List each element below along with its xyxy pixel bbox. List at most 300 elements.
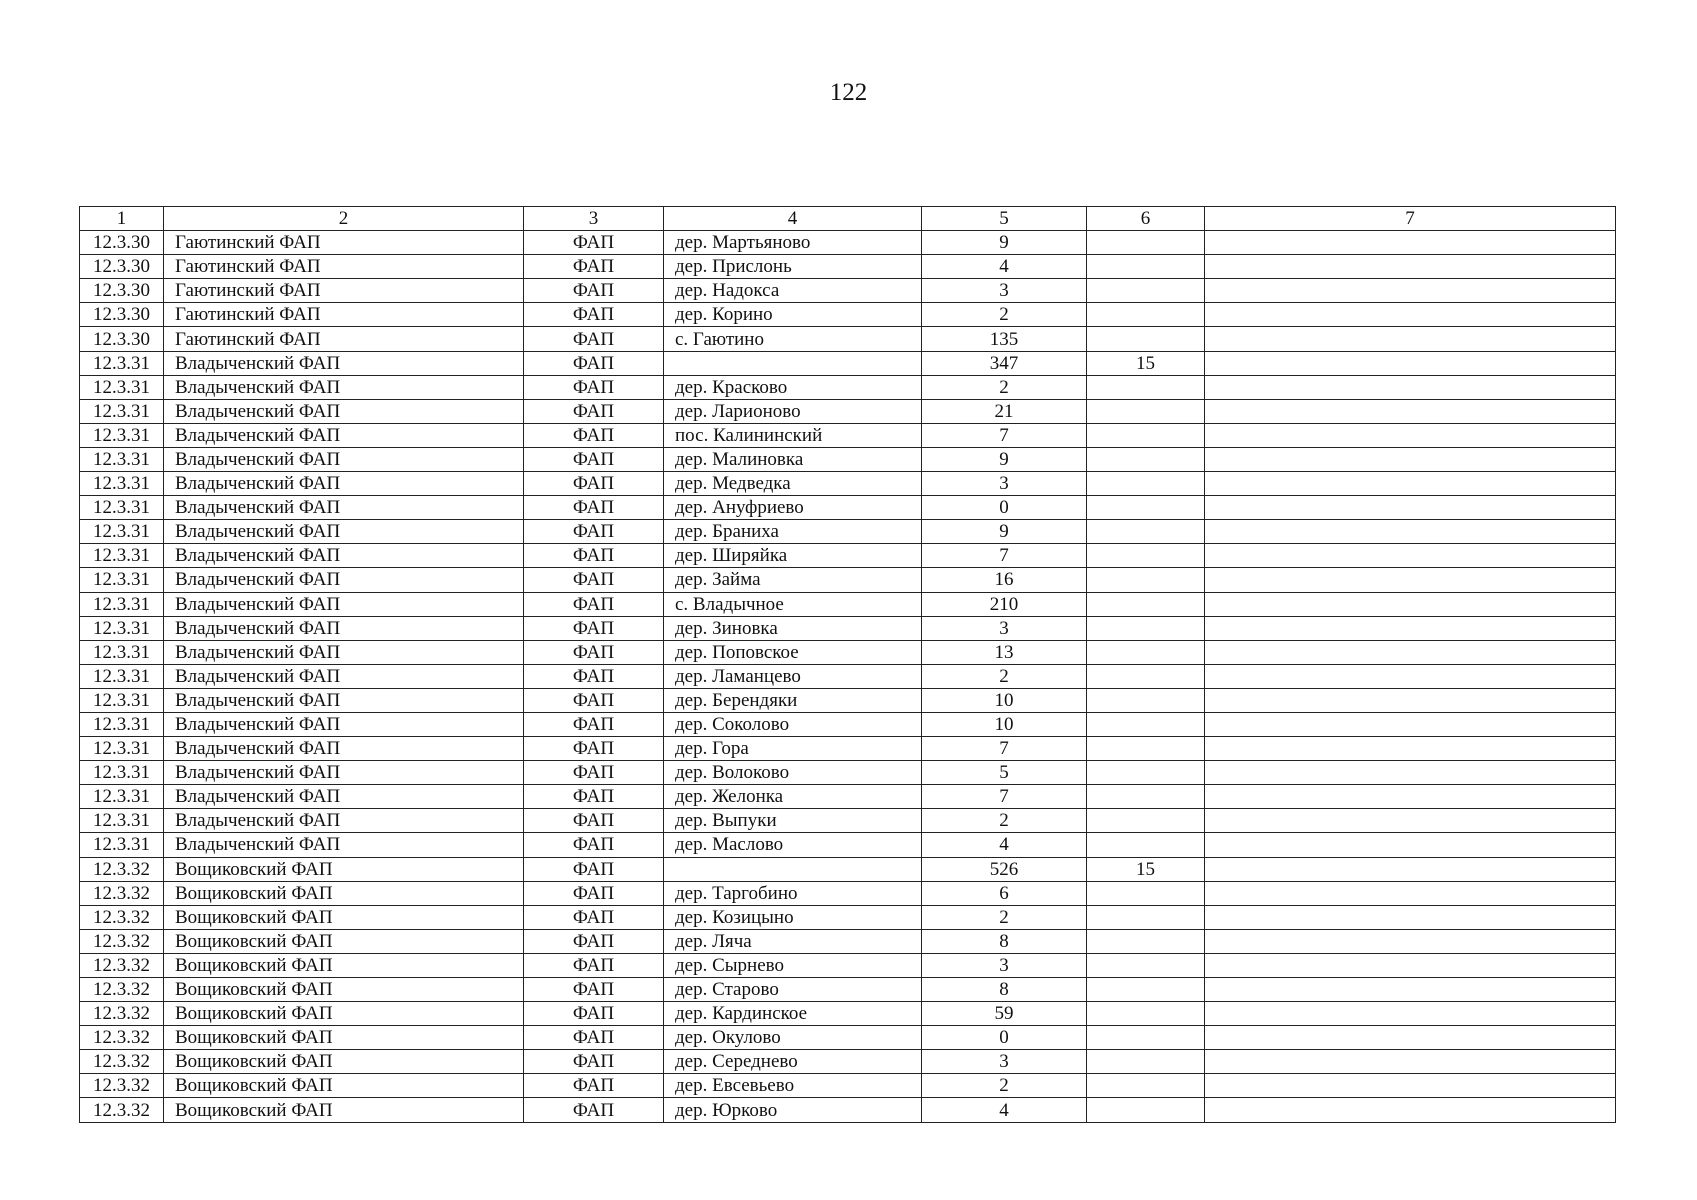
row-code-cell: 12.3.32 bbox=[80, 1002, 164, 1026]
facility-type-cell: ФАП bbox=[524, 1050, 664, 1074]
settlement-cell: пос. Калининский bbox=[664, 423, 922, 447]
row-code-cell: 12.3.31 bbox=[80, 351, 164, 375]
count-cell: 135 bbox=[922, 327, 1087, 351]
column-header: 6 bbox=[1087, 207, 1205, 231]
table-row bbox=[80, 496, 1616, 520]
facility-name-cell: Вощиковский ФАП bbox=[164, 881, 524, 905]
facility-name-cell: Владыченский ФАП bbox=[164, 472, 524, 496]
row-code-cell: 12.3.30 bbox=[80, 231, 164, 255]
table-row bbox=[80, 1074, 1616, 1098]
facility-type-cell: ФАП bbox=[524, 447, 664, 471]
facility-type-cell: ФАП bbox=[524, 399, 664, 423]
note-cell bbox=[1205, 592, 1616, 616]
extra-count-cell bbox=[1087, 1002, 1205, 1026]
table-row bbox=[80, 399, 1616, 423]
facility-type-cell: ФАП bbox=[524, 1074, 664, 1098]
note-cell bbox=[1205, 255, 1616, 279]
table-row bbox=[80, 592, 1616, 616]
settlement-cell: дер. Ляча bbox=[664, 929, 922, 953]
count-cell: 7 bbox=[922, 737, 1087, 761]
table-row bbox=[80, 785, 1616, 809]
table-row bbox=[80, 978, 1616, 1002]
count-cell: 0 bbox=[922, 496, 1087, 520]
column-header: 4 bbox=[664, 207, 922, 231]
note-cell bbox=[1205, 520, 1616, 544]
row-code-cell: 12.3.30 bbox=[80, 327, 164, 351]
row-code-cell: 12.3.31 bbox=[80, 447, 164, 471]
facility-type-cell: ФАП bbox=[524, 640, 664, 664]
note-cell bbox=[1205, 833, 1616, 857]
count-cell: 7 bbox=[922, 423, 1087, 447]
table-row bbox=[80, 303, 1616, 327]
extra-count-cell bbox=[1087, 544, 1205, 568]
facility-name-cell: Владыченский ФАП bbox=[164, 640, 524, 664]
extra-count-cell bbox=[1087, 568, 1205, 592]
facility-type-cell: ФАП bbox=[524, 568, 664, 592]
note-cell bbox=[1205, 279, 1616, 303]
settlement-cell: дер. Евсевьево bbox=[664, 1074, 922, 1098]
facility-type-cell: ФАП bbox=[524, 688, 664, 712]
extra-count-cell bbox=[1087, 592, 1205, 616]
table-row bbox=[80, 761, 1616, 785]
row-code-cell: 12.3.32 bbox=[80, 929, 164, 953]
table-row bbox=[80, 809, 1616, 833]
facility-name-cell: Вощиковский ФАП bbox=[164, 905, 524, 929]
table-row bbox=[80, 1026, 1616, 1050]
facility-name-cell: Вощиковский ФАП bbox=[164, 1002, 524, 1026]
count-cell: 7 bbox=[922, 544, 1087, 568]
extra-count-cell bbox=[1087, 809, 1205, 833]
table-row bbox=[80, 857, 1616, 881]
facility-name-cell: Владыченский ФАП bbox=[164, 423, 524, 447]
extra-count-cell bbox=[1087, 255, 1205, 279]
facility-name-cell: Владыченский ФАП bbox=[164, 737, 524, 761]
row-code-cell: 12.3.31 bbox=[80, 592, 164, 616]
extra-count-cell bbox=[1087, 1050, 1205, 1074]
settlement-cell: дер. Ларионово bbox=[664, 399, 922, 423]
column-header: 5 bbox=[922, 207, 1087, 231]
row-code-cell: 12.3.31 bbox=[80, 496, 164, 520]
facility-name-cell: Гаютинский ФАП bbox=[164, 279, 524, 303]
facility-type-cell: ФАП bbox=[524, 351, 664, 375]
settlement-cell: дер. Ануфриево bbox=[664, 496, 922, 520]
facility-name-cell: Владыченский ФАП bbox=[164, 447, 524, 471]
extra-count-cell: 15 bbox=[1087, 857, 1205, 881]
row-code-cell: 12.3.31 bbox=[80, 399, 164, 423]
facility-name-cell: Владыченский ФАП bbox=[164, 592, 524, 616]
facility-type-cell: ФАП bbox=[524, 592, 664, 616]
extra-count-cell bbox=[1087, 231, 1205, 255]
count-cell: 210 bbox=[922, 592, 1087, 616]
note-cell bbox=[1205, 1026, 1616, 1050]
note-cell bbox=[1205, 472, 1616, 496]
note-cell bbox=[1205, 664, 1616, 688]
count-cell: 3 bbox=[922, 279, 1087, 303]
note-cell bbox=[1205, 857, 1616, 881]
facility-type-cell: ФАП bbox=[524, 375, 664, 399]
facility-name-cell: Владыченский ФАП bbox=[164, 351, 524, 375]
row-code-cell: 12.3.31 bbox=[80, 785, 164, 809]
note-cell bbox=[1205, 399, 1616, 423]
settlement-cell: дер. Соколово bbox=[664, 712, 922, 736]
settlement-cell: дер. Середнево bbox=[664, 1050, 922, 1074]
table-row bbox=[80, 231, 1616, 255]
note-cell bbox=[1205, 496, 1616, 520]
settlement-cell: дер. Браниха bbox=[664, 520, 922, 544]
facility-name-cell: Владыченский ФАП bbox=[164, 375, 524, 399]
facility-name-cell: Владыченский ФАП bbox=[164, 496, 524, 520]
note-cell bbox=[1205, 1002, 1616, 1026]
extra-count-cell bbox=[1087, 881, 1205, 905]
facility-type-cell: ФАП bbox=[524, 712, 664, 736]
table-row bbox=[80, 279, 1616, 303]
facility-type-cell: ФАП bbox=[524, 279, 664, 303]
extra-count-cell bbox=[1087, 664, 1205, 688]
note-cell bbox=[1205, 568, 1616, 592]
facility-type-cell: ФАП bbox=[524, 664, 664, 688]
table-row bbox=[80, 447, 1616, 471]
count-cell: 3 bbox=[922, 1050, 1087, 1074]
settlement-cell: дер. Красково bbox=[664, 375, 922, 399]
facility-type-cell: ФАП bbox=[524, 496, 664, 520]
note-cell bbox=[1205, 303, 1616, 327]
facility-type-cell: ФАП bbox=[524, 833, 664, 857]
extra-count-cell bbox=[1087, 978, 1205, 1002]
facility-type-cell: ФАП bbox=[524, 737, 664, 761]
note-cell bbox=[1205, 231, 1616, 255]
settlement-cell: дер. Корино bbox=[664, 303, 922, 327]
facility-type-cell: ФАП bbox=[524, 929, 664, 953]
note-cell bbox=[1205, 688, 1616, 712]
facility-name-cell: Вощиковский ФАП bbox=[164, 1098, 524, 1122]
settlement-cell: дер. Прислонь bbox=[664, 255, 922, 279]
extra-count-cell bbox=[1087, 279, 1205, 303]
table-row bbox=[80, 737, 1616, 761]
row-code-cell: 12.3.32 bbox=[80, 881, 164, 905]
note-cell bbox=[1205, 1050, 1616, 1074]
note-cell bbox=[1205, 953, 1616, 977]
facility-type-cell: ФАП bbox=[524, 255, 664, 279]
facility-name-cell: Владыченский ФАП bbox=[164, 761, 524, 785]
data-table bbox=[79, 206, 1616, 1123]
count-cell: 10 bbox=[922, 712, 1087, 736]
note-cell bbox=[1205, 423, 1616, 447]
extra-count-cell bbox=[1087, 833, 1205, 857]
facility-name-cell: Владыченский ФАП bbox=[164, 399, 524, 423]
settlement-cell: с. Гаютино bbox=[664, 327, 922, 351]
note-cell bbox=[1205, 978, 1616, 1002]
facility-type-cell: ФАП bbox=[524, 809, 664, 833]
note-cell bbox=[1205, 809, 1616, 833]
note-cell bbox=[1205, 905, 1616, 929]
facility-name-cell: Вощиковский ФАП bbox=[164, 929, 524, 953]
facility-type-cell: ФАП bbox=[524, 857, 664, 881]
settlement-cell: дер. Козицыно bbox=[664, 905, 922, 929]
table-row bbox=[80, 688, 1616, 712]
row-code-cell: 12.3.31 bbox=[80, 423, 164, 447]
header-row bbox=[80, 207, 1616, 231]
count-cell: 59 bbox=[922, 1002, 1087, 1026]
count-cell: 13 bbox=[922, 640, 1087, 664]
row-code-cell: 12.3.32 bbox=[80, 1026, 164, 1050]
column-header: 7 bbox=[1205, 207, 1616, 231]
extra-count-cell: 15 bbox=[1087, 351, 1205, 375]
extra-count-cell bbox=[1087, 423, 1205, 447]
facility-type-cell: ФАП bbox=[524, 544, 664, 568]
note-cell bbox=[1205, 375, 1616, 399]
table-row bbox=[80, 664, 1616, 688]
facility-name-cell: Владыченский ФАП bbox=[164, 833, 524, 857]
table-row bbox=[80, 423, 1616, 447]
note-cell bbox=[1205, 640, 1616, 664]
facility-name-cell: Владыченский ФАП bbox=[164, 616, 524, 640]
count-cell: 4 bbox=[922, 833, 1087, 857]
facility-type-cell: ФАП bbox=[524, 978, 664, 1002]
row-code-cell: 12.3.31 bbox=[80, 761, 164, 785]
note-cell bbox=[1205, 544, 1616, 568]
count-cell: 0 bbox=[922, 1026, 1087, 1050]
facility-name-cell: Владыченский ФАП bbox=[164, 688, 524, 712]
count-cell: 4 bbox=[922, 255, 1087, 279]
note-cell bbox=[1205, 929, 1616, 953]
facility-type-cell: ФАП bbox=[524, 616, 664, 640]
table-row bbox=[80, 472, 1616, 496]
extra-count-cell bbox=[1087, 737, 1205, 761]
extra-count-cell bbox=[1087, 616, 1205, 640]
count-cell: 3 bbox=[922, 616, 1087, 640]
table-row bbox=[80, 953, 1616, 977]
facility-type-cell: ФАП bbox=[524, 327, 664, 351]
row-code-cell: 12.3.32 bbox=[80, 857, 164, 881]
settlement-cell: дер. Сырнево bbox=[664, 953, 922, 977]
table-row bbox=[80, 568, 1616, 592]
facility-type-cell: ФАП bbox=[524, 231, 664, 255]
row-code-cell: 12.3.31 bbox=[80, 640, 164, 664]
note-cell bbox=[1205, 447, 1616, 471]
count-cell: 2 bbox=[922, 303, 1087, 327]
row-code-cell: 12.3.32 bbox=[80, 953, 164, 977]
column-header: 2 bbox=[164, 207, 524, 231]
count-cell: 2 bbox=[922, 1074, 1087, 1098]
facility-type-cell: ФАП bbox=[524, 1002, 664, 1026]
table-row bbox=[80, 640, 1616, 664]
row-code-cell: 12.3.31 bbox=[80, 809, 164, 833]
table-row bbox=[80, 375, 1616, 399]
table-body bbox=[80, 231, 1616, 1122]
extra-count-cell bbox=[1087, 399, 1205, 423]
facility-name-cell: Вощиковский ФАП bbox=[164, 1074, 524, 1098]
note-cell bbox=[1205, 881, 1616, 905]
row-code-cell: 12.3.32 bbox=[80, 978, 164, 1002]
settlement-cell: дер. Надокса bbox=[664, 279, 922, 303]
count-cell: 5 bbox=[922, 761, 1087, 785]
count-cell: 2 bbox=[922, 809, 1087, 833]
settlement-cell: дер. Малиновка bbox=[664, 447, 922, 471]
row-code-cell: 12.3.32 bbox=[80, 905, 164, 929]
extra-count-cell bbox=[1087, 929, 1205, 953]
count-cell: 21 bbox=[922, 399, 1087, 423]
note-cell bbox=[1205, 327, 1616, 351]
facility-name-cell: Владыченский ФАП bbox=[164, 785, 524, 809]
facility-name-cell: Владыченский ФАП bbox=[164, 664, 524, 688]
count-cell: 8 bbox=[922, 978, 1087, 1002]
facility-name-cell: Владыченский ФАП bbox=[164, 809, 524, 833]
row-code-cell: 12.3.31 bbox=[80, 688, 164, 712]
column-header: 3 bbox=[524, 207, 664, 231]
facility-type-cell: ФАП bbox=[524, 953, 664, 977]
table-row bbox=[80, 351, 1616, 375]
settlement-cell: дер. Займа bbox=[664, 568, 922, 592]
settlement-cell: дер. Окулово bbox=[664, 1026, 922, 1050]
row-code-cell: 12.3.31 bbox=[80, 712, 164, 736]
table-row bbox=[80, 712, 1616, 736]
facility-name-cell: Владыченский ФАП bbox=[164, 568, 524, 592]
facility-name-cell: Гаютинский ФАП bbox=[164, 327, 524, 351]
table-row bbox=[80, 255, 1616, 279]
extra-count-cell bbox=[1087, 640, 1205, 664]
count-cell: 347 bbox=[922, 351, 1087, 375]
settlement-cell: дер. Юрково bbox=[664, 1098, 922, 1122]
settlement-cell: дер. Поповское bbox=[664, 640, 922, 664]
extra-count-cell bbox=[1087, 447, 1205, 471]
row-code-cell: 12.3.31 bbox=[80, 544, 164, 568]
settlement-cell: дер. Таргобино bbox=[664, 881, 922, 905]
row-code-cell: 12.3.31 bbox=[80, 472, 164, 496]
extra-count-cell bbox=[1087, 712, 1205, 736]
facility-name-cell: Гаютинский ФАП bbox=[164, 231, 524, 255]
extra-count-cell bbox=[1087, 1098, 1205, 1122]
facility-name-cell: Владыченский ФАП bbox=[164, 520, 524, 544]
extra-count-cell bbox=[1087, 303, 1205, 327]
table-row bbox=[80, 1002, 1616, 1026]
count-cell: 2 bbox=[922, 375, 1087, 399]
table-row bbox=[80, 1050, 1616, 1074]
table-row bbox=[80, 929, 1616, 953]
row-code-cell: 12.3.30 bbox=[80, 303, 164, 327]
settlement-cell: дер. Медведка bbox=[664, 472, 922, 496]
extra-count-cell bbox=[1087, 496, 1205, 520]
settlement-cell: дер. Кардинское bbox=[664, 1002, 922, 1026]
settlement-cell: дер. Маслово bbox=[664, 833, 922, 857]
table-row bbox=[80, 616, 1616, 640]
count-cell: 9 bbox=[922, 447, 1087, 471]
settlement-cell: дер. Мартьяново bbox=[664, 231, 922, 255]
facility-name-cell: Гаютинский ФАП bbox=[164, 255, 524, 279]
row-code-cell: 12.3.32 bbox=[80, 1074, 164, 1098]
row-code-cell: 12.3.31 bbox=[80, 833, 164, 857]
settlement-cell: дер. Выпуки bbox=[664, 809, 922, 833]
extra-count-cell bbox=[1087, 327, 1205, 351]
facility-name-cell: Вощиковский ФАП bbox=[164, 953, 524, 977]
settlement-cell: дер. Ламанцево bbox=[664, 664, 922, 688]
facility-type-cell: ФАП bbox=[524, 423, 664, 447]
count-cell: 2 bbox=[922, 905, 1087, 929]
row-code-cell: 12.3.31 bbox=[80, 616, 164, 640]
page-number: 122 bbox=[829, 79, 868, 106]
facility-type-cell: ФАП bbox=[524, 905, 664, 929]
note-cell bbox=[1205, 737, 1616, 761]
note-cell bbox=[1205, 761, 1616, 785]
row-code-cell: 12.3.30 bbox=[80, 255, 164, 279]
facility-name-cell: Вощиковский ФАП bbox=[164, 1026, 524, 1050]
settlement-cell: с. Владычное bbox=[664, 592, 922, 616]
row-code-cell: 12.3.31 bbox=[80, 520, 164, 544]
count-cell: 9 bbox=[922, 520, 1087, 544]
note-cell bbox=[1205, 616, 1616, 640]
count-cell: 526 bbox=[922, 857, 1087, 881]
facility-name-cell: Вощиковский ФАП bbox=[164, 978, 524, 1002]
settlement-cell: дер. Волоково bbox=[664, 761, 922, 785]
row-code-cell: 12.3.30 bbox=[80, 279, 164, 303]
count-cell: 4 bbox=[922, 1098, 1087, 1122]
note-cell bbox=[1205, 351, 1616, 375]
extra-count-cell bbox=[1087, 761, 1205, 785]
extra-count-cell bbox=[1087, 953, 1205, 977]
row-code-cell: 12.3.32 bbox=[80, 1050, 164, 1074]
facility-name-cell: Гаютинский ФАП bbox=[164, 303, 524, 327]
row-code-cell: 12.3.31 bbox=[80, 375, 164, 399]
table-row bbox=[80, 905, 1616, 929]
settlement-cell bbox=[664, 351, 922, 375]
extra-count-cell bbox=[1087, 1074, 1205, 1098]
facility-type-cell: ФАП bbox=[524, 472, 664, 496]
count-cell: 10 bbox=[922, 688, 1087, 712]
row-code-cell: 12.3.32 bbox=[80, 1098, 164, 1122]
settlement-cell bbox=[664, 857, 922, 881]
facility-name-cell: Владыченский ФАП bbox=[164, 712, 524, 736]
facility-name-cell: Вощиковский ФАП bbox=[164, 857, 524, 881]
note-cell bbox=[1205, 785, 1616, 809]
facility-name-cell: Вощиковский ФАП bbox=[164, 1050, 524, 1074]
settlement-cell: дер. Старово bbox=[664, 978, 922, 1002]
count-cell: 16 bbox=[922, 568, 1087, 592]
count-cell: 2 bbox=[922, 664, 1087, 688]
count-cell: 6 bbox=[922, 881, 1087, 905]
extra-count-cell bbox=[1087, 375, 1205, 399]
table-row bbox=[80, 881, 1616, 905]
column-header: 1 bbox=[80, 207, 164, 231]
note-cell bbox=[1205, 1074, 1616, 1098]
count-cell: 9 bbox=[922, 231, 1087, 255]
settlement-cell: дер. Берендяки bbox=[664, 688, 922, 712]
facility-type-cell: ФАП bbox=[524, 303, 664, 327]
settlement-cell: дер. Желонка bbox=[664, 785, 922, 809]
extra-count-cell bbox=[1087, 905, 1205, 929]
table-row bbox=[80, 327, 1616, 351]
table-row bbox=[80, 1098, 1616, 1122]
table-header bbox=[80, 207, 1616, 231]
count-cell: 3 bbox=[922, 472, 1087, 496]
settlement-cell: дер. Гора bbox=[664, 737, 922, 761]
table-row bbox=[80, 520, 1616, 544]
row-code-cell: 12.3.31 bbox=[80, 664, 164, 688]
extra-count-cell bbox=[1087, 1026, 1205, 1050]
facility-type-cell: ФАП bbox=[524, 520, 664, 544]
table-row bbox=[80, 544, 1616, 568]
facility-type-cell: ФАП bbox=[524, 881, 664, 905]
count-cell: 8 bbox=[922, 929, 1087, 953]
count-cell: 3 bbox=[922, 953, 1087, 977]
facility-name-cell: Владыченский ФАП bbox=[164, 544, 524, 568]
settlement-cell: дер. Ширяйка bbox=[664, 544, 922, 568]
extra-count-cell bbox=[1087, 688, 1205, 712]
note-cell bbox=[1205, 1098, 1616, 1122]
extra-count-cell bbox=[1087, 472, 1205, 496]
facility-type-cell: ФАП bbox=[524, 761, 664, 785]
facility-type-cell: ФАП bbox=[524, 785, 664, 809]
count-cell: 7 bbox=[922, 785, 1087, 809]
extra-count-cell bbox=[1087, 785, 1205, 809]
